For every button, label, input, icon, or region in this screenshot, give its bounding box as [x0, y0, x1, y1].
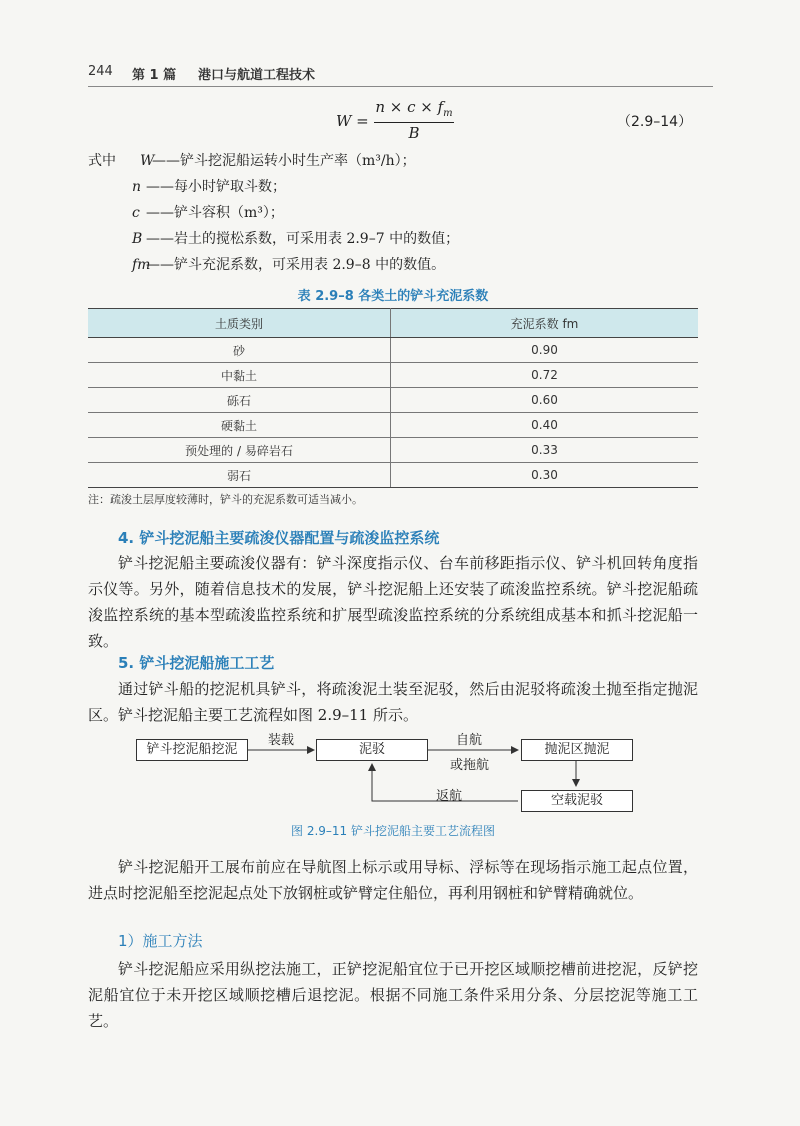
definition-symbol: fm [132, 257, 151, 273]
table-caption: 表 2.9–8 各类土的铲斗充泥系数 [297, 289, 489, 304]
fraction-bar [374, 122, 454, 123]
node-dredger: 铲斗挖泥船挖泥 [136, 739, 248, 761]
formula-number: （2.9–14） [617, 114, 693, 130]
subsection-1-paragraph: 铲斗挖泥船应采用纵挖法施工，正铲挖泥船宜位于已开挖区域顺挖槽前进挖泥，反铲挖泥船宜位于未开挖区域顺挖槽后退挖泥。根据不同施工条件采用分条、分层挖泥等施工工艺。 [88, 960, 698, 1030]
table-row [88, 388, 698, 413]
node-barge: 泥驳 [316, 739, 428, 761]
table-row [88, 413, 698, 438]
definition-symbol: n [132, 179, 142, 195]
formula-lhs: W = [336, 112, 369, 130]
formula-numerator: $n \times c \times f_m$ [375, 98, 453, 119]
running-header [88, 58, 713, 87]
table-row [88, 463, 698, 488]
node-dump: 抛泥区抛泥 [521, 739, 633, 761]
table-cell: 0.60 [391, 388, 699, 413]
formula-numerator-subscript: m [443, 108, 453, 119]
section-5-heading: 5. 铲斗挖泥船施工工艺 [118, 654, 275, 672]
part-title: 港口与航道工程技术 [198, 68, 316, 83]
table-cell: 弱石 [88, 463, 391, 488]
subsection-1-heading: 1）施工方法 [118, 932, 203, 950]
section-4-heading: 4. 铲斗挖泥船主要疏浚仪器配置与疏浚监控系统 [118, 529, 440, 547]
table-row [88, 363, 698, 388]
formula-denominator: B [408, 124, 420, 142]
definition-symbol: B [132, 231, 143, 247]
formula-w [336, 98, 496, 148]
definition-lead: 式中 [88, 153, 116, 169]
table-header-row [88, 309, 698, 338]
table-cell: 中黏土 [88, 363, 391, 388]
definition-text: ——铲斗容积（m³）； [146, 205, 284, 221]
table-row [88, 338, 698, 363]
section-4-paragraph: 铲斗挖泥船主要疏浚仪器有：铲斗深度指示仪、台车前移距指示仪、铲斗机回转角度指示仪等。另外，随着信息技术的发展，铲斗挖泥船上还安装了疏浚监控系统。铲斗挖泥船疏浚监控系统的基本型疏浚监控系统和扩展型疏浚监控系统的分系统组成基本和抓斗挖泥船一致。 [88, 554, 698, 650]
table-row [88, 438, 698, 463]
body-paragraph: 铲斗挖泥船开工展布前应在导航图上标示或用导标、浮标等在现场指示施工起点位置，进点时挖泥船至挖泥起点处下放钢桩或铲臂定住船位，再利用钢桩和铲臂精确就位。 [88, 858, 698, 902]
table-note: 注：疏浚土层厚度较薄时，铲斗的充泥系数可适当减小。 [88, 493, 363, 506]
section-5-paragraph: 通过铲斗船的挖泥机具铲斗，将疏浚泥土装至泥驳，然后由泥驳将疏浚土抛至指定抛泥区。铲斗挖泥船主要工艺流程如图 2.9–11 所示。 [88, 680, 698, 724]
definition-symbol: W [140, 153, 155, 169]
fill-coefficient-table [88, 308, 698, 488]
table-cell: 0.90 [391, 338, 699, 363]
table-cell: 硬黏土 [88, 413, 391, 438]
column-header-soil: 土质类别 [88, 309, 391, 338]
label-self-propelled: 自航 [456, 733, 483, 748]
definition-symbol: c [132, 205, 140, 221]
table-cell: 0.33 [391, 438, 699, 463]
table-cell: 0.72 [391, 363, 699, 388]
label-towed: 或拖航 [450, 758, 490, 773]
table-cell: 0.30 [391, 463, 699, 488]
definition-text: ——每小时铲取斗数； [146, 179, 286, 195]
table-cell: 预处理的 / 易碎岩石 [88, 438, 391, 463]
figure-caption: 图 2.9–11 铲斗挖泥船主要工艺流程图 [291, 824, 495, 838]
part-label: 第 1 篇 [132, 68, 177, 83]
column-header-coefficient: 充泥系数 fm [391, 309, 699, 338]
table-cell: 砾石 [88, 388, 391, 413]
page-number: 244 [88, 64, 113, 79]
node-empty-barge: 空载泥驳 [521, 790, 633, 812]
process-flowchart [136, 727, 656, 822]
table-cell: 砂 [88, 338, 391, 363]
definition-text: ——铲斗充泥系数，可采用表 2.9–8 中的数值。 [146, 257, 446, 273]
definition-text: ——铲斗挖泥船运转小时生产率（m³/h）； [152, 153, 416, 169]
label-load: 装载 [268, 733, 295, 748]
table-cell: 0.40 [391, 413, 699, 438]
label-return: 返航 [436, 789, 463, 804]
definition-text: ——岩土的搅松系数，可采用表 2.9–7 中的数值； [146, 231, 460, 247]
